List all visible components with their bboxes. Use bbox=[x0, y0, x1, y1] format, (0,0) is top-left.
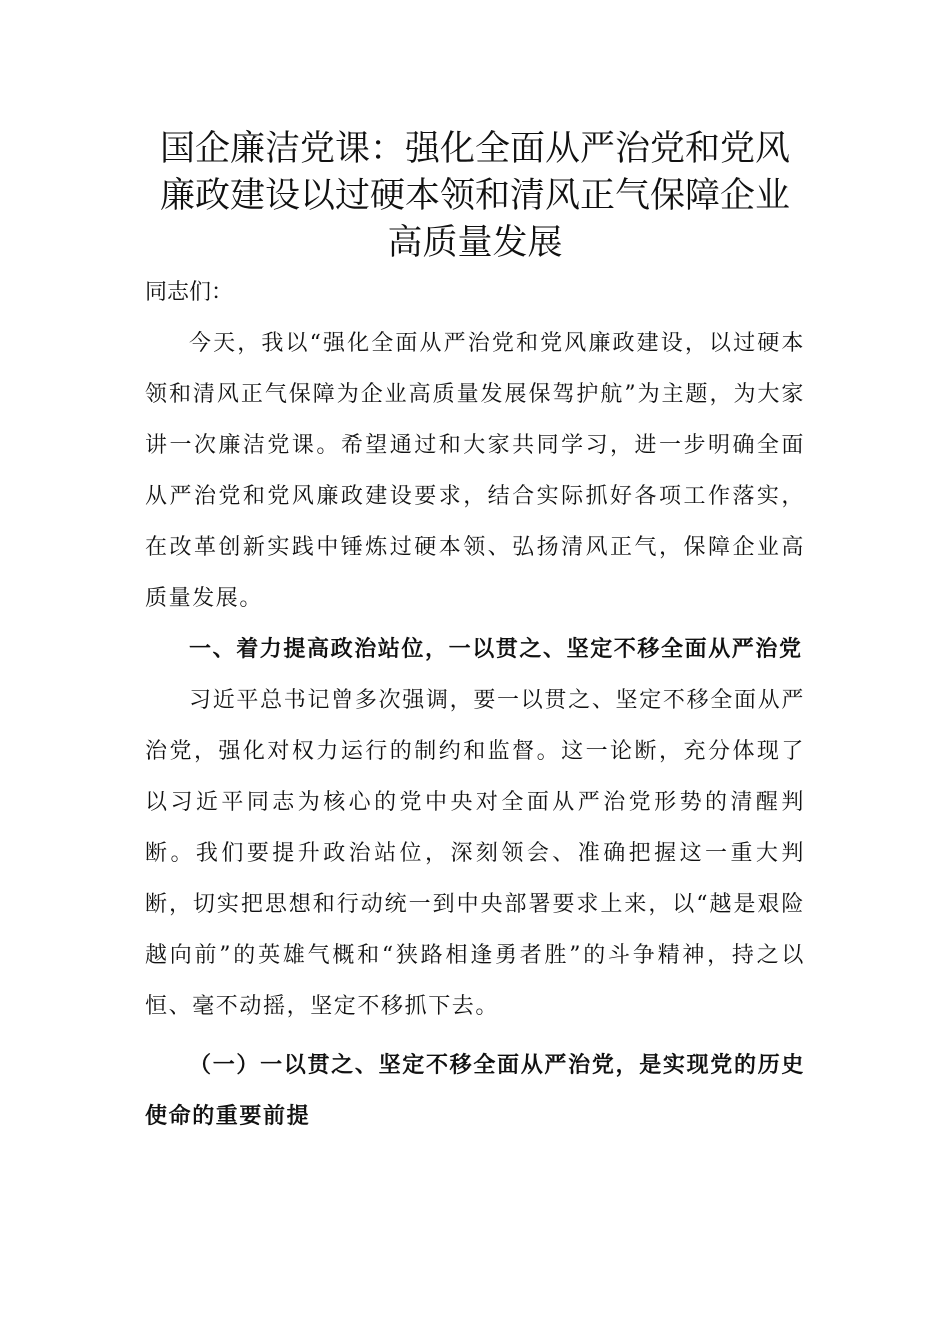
section-1-heading: 一、着力提高政治站位，一以贯之、坚定不移全面从严治党 bbox=[189, 637, 803, 662]
title-line-2: 廉政建设以过硬本领和清风正气保障企业 bbox=[159, 176, 790, 216]
section-1-paragraph: 习近平总书记曾多次强调，要一以贯之、坚定不移全面从严治党，强化对权力运行的制约和监督。这一论断，充分体现了以习近平同志为核心的党中央对全面从严治党形势的清醒判断。我们要提升政治站位，深刻领会、准确把握这一重大判断，切实把思想和行动统一到中央部署要求上来，以“越是艰险越向前”的英雄气概和“狭路相逢勇者胜”的斗争精神，持之以恒、毫不动摇，坚定不移抓下去。 bbox=[145, 688, 805, 1019]
subsection-1-heading: （一）一以贯之、坚定不移全面从严治党，是实现党的历史使命的重要前提 bbox=[145, 1052, 805, 1129]
document-title bbox=[145, 126, 805, 267]
salutation: 同志们： bbox=[145, 280, 234, 305]
document-page bbox=[145, 126, 805, 1142]
title-line-3: 高质量发展 bbox=[387, 223, 563, 263]
title-line-1: 国企廉洁党课：强化全面从严治党和党风 bbox=[159, 129, 790, 169]
intro-paragraph: 今天，我以“强化全面从严治党和党风廉政建设，以过硬本领和清风正气保障为企业高质量发展保驾护航”为主题，为大家讲一次廉洁党课。希望通过和大家共同学习，进一步明确全面从严治党和党风廉政建设要求，结合实际抓好各项工作落实，在改革创新实践中锤炼过硬本领、弘扬清风正气，保障企业高质量发展。 bbox=[145, 331, 805, 611]
